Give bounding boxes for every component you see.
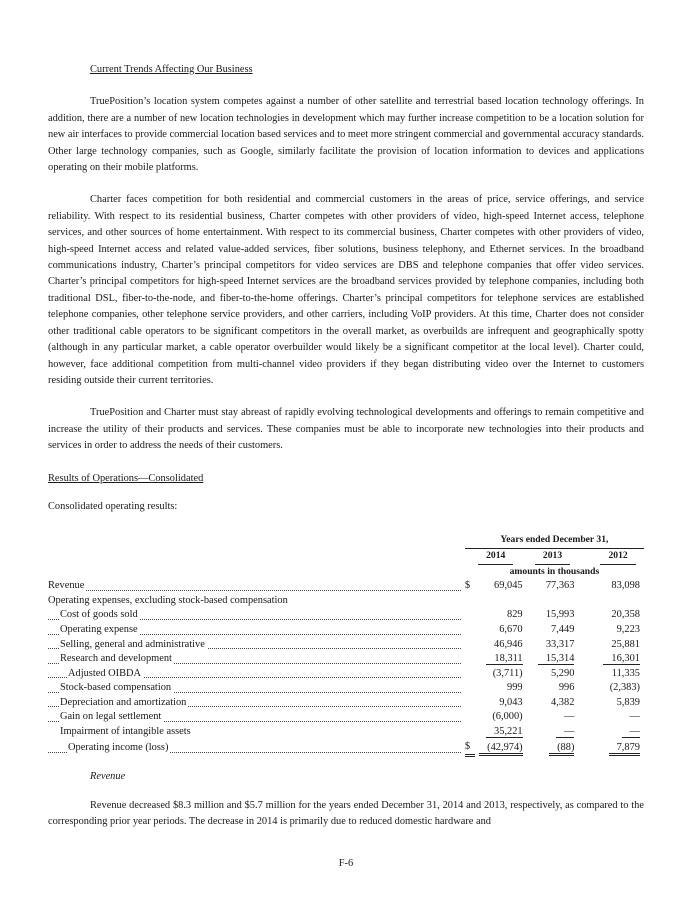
- row-label: Depreciation and amortization: [48, 696, 465, 711]
- value-2012: 5,839: [616, 696, 640, 708]
- table-row: [48, 696, 644, 711]
- table-row: [48, 740, 644, 756]
- section-heading-results: [48, 471, 644, 487]
- years-ended-header: Years ended December 31,: [465, 533, 644, 548]
- row-label: Impairment of intangible assets: [60, 726, 191, 738]
- value-2012: 25,881: [611, 638, 640, 650]
- year-header-2014: 2014: [465, 548, 527, 564]
- currency-symbol: [465, 667, 475, 682]
- row-label: Adjusted OIBDA: [48, 667, 465, 682]
- value-2013: [527, 594, 579, 609]
- table-row: [48, 608, 644, 623]
- row-label: Stock-based compensation: [48, 681, 465, 696]
- value-2013: 7,449: [551, 623, 575, 635]
- row-label: Cost of goods sold: [48, 608, 465, 623]
- value-2014: 9,043: [499, 696, 523, 708]
- value-2012: —: [629, 711, 640, 723]
- table-row: [48, 667, 644, 682]
- results-of-operations-heading: Results of Operations—Consolidated: [48, 472, 204, 484]
- value-2013: 4,382: [551, 696, 575, 708]
- row-label: Revenue: [48, 579, 465, 594]
- operating-results-table: [48, 533, 644, 757]
- currency-symbol: [465, 652, 475, 667]
- value-2014: (6,000): [492, 711, 523, 723]
- table-row: [48, 710, 644, 725]
- year-header-2012: 2012: [592, 548, 644, 564]
- charter-competition-paragraph: Charter faces competition for both residential and commercial customers in the areas of price, service offerings, and service reliability. With respect to its residential business, Charter competes with other providers of video, high-speed Internet access, telephone services, and other sources of home entertainment. With respect to its commercial business, Charter competes with other providers of video, high-speed Internet access and related value-added services, fiber solutions, business telephony, and Ethernet services. In the broadband communications industry, Charter’s principal competitors for video services are DBS and telephone companies that offer video services. Charter’s principal competitors for high-speed Internet services are the broadband services provided by telephone companies, including both traditional DSL, fiber-to-the-node, and fiber-to-the-home offerings. Charter’s principal competitors for telephone services are established telephone companies, other telephone service providers, and other carriers, including VoIP providers. At this time, Charter does not consider other traditional cable operators to be significant competitors in the overall market, as overbuilds are infrequent and geographically spotty (although in any particular market, a cable operator overbuilder would likely be a significant competitor at the local level). Charter could, however, face additional competition from multi-channel video providers if they began distributing video over the Internet to customers residing outside their current territories.: [48, 194, 644, 386]
- year-header-2013: 2013: [527, 548, 579, 564]
- value-2012: 9,223: [616, 623, 640, 635]
- row-label: Operating income (loss): [48, 740, 465, 756]
- currency-symbol: $: [465, 740, 475, 756]
- table-row: [48, 623, 644, 638]
- row-label: Research and development: [48, 652, 465, 667]
- table-row: [48, 579, 644, 594]
- document-page: [48, 62, 644, 830]
- trueposition-competition-paragraph: TruePosition’s location system competes against a number of other satellite and terrestrial based location technology offerings. In addition, there are a number of new location technologies in development which may further increase competition to be a location solution for new air interfaces to provide commercial location based services and to meet more stringent commercial and governmental accuracy standards. Other large technology companies, such as Google, similarly facilitate the provision of location information to devices and applications operating on their mobile platforms.: [48, 96, 644, 174]
- revenue-subheading: Revenue: [90, 771, 126, 783]
- value-2013: (88): [527, 740, 579, 756]
- table-row: [48, 594, 644, 609]
- value-2012: 7,879: [592, 740, 644, 756]
- consolidated-intro: Consolidated operating results:: [48, 500, 178, 512]
- value-2014: (42,974): [475, 740, 527, 756]
- amounts-units-label: amounts in thousands: [509, 565, 600, 577]
- currency-symbol: [465, 725, 475, 740]
- value-2014: 35,221: [475, 725, 527, 740]
- value-2013: 33,317: [545, 638, 575, 650]
- table-row: [48, 725, 644, 740]
- table-header-years-row: [48, 548, 644, 564]
- value-2014: 46,946: [494, 638, 523, 650]
- section-heading-trends: [90, 62, 644, 78]
- table-row: [48, 638, 644, 653]
- value-2014: (3,711): [492, 667, 523, 679]
- table-row: [48, 652, 644, 667]
- value-2012: 11,335: [611, 667, 640, 679]
- value-2012: —: [592, 725, 644, 740]
- value-2013: 15,314: [527, 652, 579, 667]
- table-row: [48, 681, 644, 696]
- value-2014: [475, 594, 527, 609]
- value-2014: 69,045: [494, 580, 523, 592]
- page-number: F-6: [338, 858, 354, 869]
- value-2014: 6,670: [499, 623, 523, 635]
- row-label: Operating expenses, excluding stock-based compensation: [48, 594, 288, 606]
- value-2013: 15,993: [545, 609, 575, 621]
- value-2013: 77,363: [545, 580, 575, 592]
- revenue-paragraph: Revenue decreased $8.3 million and $5.7 million for the years ended December 31, 2014 and 2013, respectively, as compared to the corresponding prior year periods. The decrease in 2014 is primarily due to reduced domestic hardware and: [48, 799, 644, 828]
- currency-symbol: [465, 594, 475, 609]
- row-label: Operating expense: [48, 623, 465, 638]
- currency-symbol: [465, 681, 475, 696]
- currency-symbol: [465, 696, 475, 711]
- table-header-units-row: [48, 565, 644, 580]
- value-2013: —: [564, 711, 575, 723]
- value-2013: —: [527, 725, 579, 740]
- table-header-group-row: [48, 533, 644, 548]
- value-2012: (2,383): [609, 682, 640, 694]
- value-2012: 16,301: [592, 652, 644, 667]
- row-label: Gain on legal settlement: [48, 710, 465, 725]
- value-2012: [592, 594, 644, 609]
- currency-symbol: [465, 608, 475, 623]
- currency-symbol: [465, 623, 475, 638]
- value-2013: 5,290: [551, 667, 575, 679]
- value-2014: 18,311: [475, 652, 527, 667]
- value-2014: 999: [507, 682, 523, 694]
- currency-symbol: [465, 638, 475, 653]
- technology-developments-paragraph: TruePosition and Charter must stay abreast of rapidly evolving technological developments and offerings to remain competitive and increase the utility of their products and services. These companies must be able to incorporate new technologies into their products and services in order to address the needs of their customers.: [48, 407, 644, 452]
- current-trends-heading: Current Trends Affecting Our Business: [90, 64, 253, 75]
- currency-symbol: $: [464, 580, 471, 592]
- currency-symbol: [465, 710, 475, 725]
- value-2012: 83,098: [611, 580, 640, 592]
- row-label: Selling, general and administrative: [48, 638, 465, 653]
- value-2013: 996: [558, 682, 575, 694]
- value-2014: 829: [507, 609, 523, 621]
- value-2012: 20,358: [611, 609, 640, 621]
